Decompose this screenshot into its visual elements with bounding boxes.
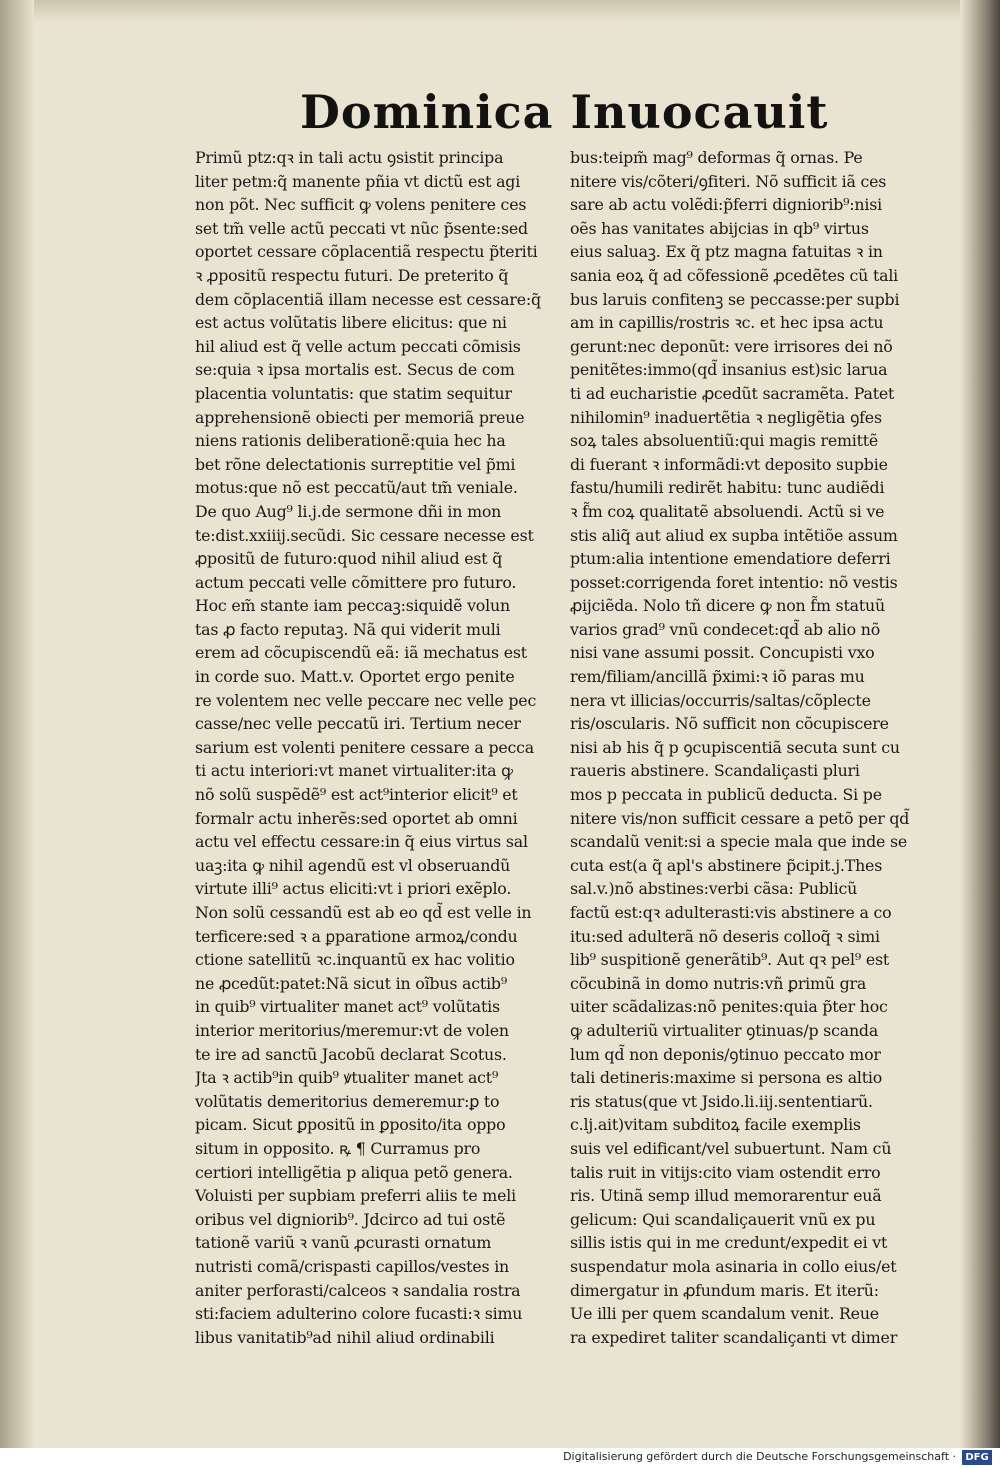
text-line: sal.v.)nõ abstines:verbi cãsa: Publicũ bbox=[570, 879, 858, 899]
text-line: volũtatis demeritorius demeremur:ꝑ to bbox=[195, 1091, 500, 1111]
text-line: formalr actu inherẽs:sed oportet ab omni bbox=[195, 808, 518, 828]
text-line: ti actu interiori:vt manet virtualiter:ita ꝙ bbox=[195, 761, 513, 781]
text-line: c.lj.ait)vitam subditoꝝ facile exemplis bbox=[570, 1115, 861, 1135]
text-line: picam. Sicut ꝑpositũ in ꝑposito/ita oppo bbox=[195, 1115, 506, 1135]
text-line: sti:faciem adulterino colore fucasti:ꝛ simu bbox=[195, 1304, 523, 1324]
text-line: bus:teipm̃ mag⁹ deformas q̃ ornas. Pe bbox=[570, 148, 863, 167]
text-line: hil aliud est q̃ velle actum peccati cõmisis bbox=[195, 336, 521, 356]
text-line: virtute illi⁹ actus eliciti:vt i priori exẽplo. bbox=[195, 879, 512, 899]
funding-credit: Digitalisierung gefördert durch die Deutsche Forschungsgemeinschaft · bbox=[563, 1450, 956, 1463]
text-line: stis aliq̃ aut aliud ex supba intẽtiõe assum bbox=[570, 525, 898, 545]
text-line: ti ad eucharistie ꝓcedũt sacramẽta. Patet bbox=[570, 383, 895, 403]
text-line: ra expediret taliter scandaliçanti vt dimer bbox=[570, 1327, 898, 1347]
text-line: gerunt:nec deponũt: vere irrisores dei nõ bbox=[570, 336, 893, 356]
text-line: fastu/humili redirẽt habitu: tunc audiẽdi bbox=[570, 478, 885, 498]
left-text-column bbox=[195, 146, 560, 1347]
text-line: situm in opposito. ꝶ ¶ Curramus pro bbox=[195, 1138, 481, 1158]
text-line: di fuerant ꝛ informãdi:vt deposito supbie bbox=[570, 454, 888, 474]
text-line: dem cõplacentiã illam necesse est cessare:q̃ bbox=[195, 289, 541, 309]
text-line: casse/nec velle peccatũ iri. Tertium necer bbox=[195, 714, 521, 734]
text-line: ꝓijciẽda. Nolo tñ dicere ꝙ non f̃m statuũ bbox=[570, 596, 885, 616]
text-line: itu:sed adulterã nõ deseris colloq̃ ꝛ simi bbox=[570, 926, 880, 946]
text-line: ꝛ ꝓpositũ respectu futuri. De preterito q̃ bbox=[195, 265, 509, 285]
text-line: Jta ꝛ actib⁹in quib⁹ ꝟtualiter manet act⁹ bbox=[195, 1068, 499, 1088]
text-line: suis vel edificant/vel subuertunt. Nam cũ bbox=[570, 1138, 892, 1158]
text-line: set tm̃ velle actũ peccati vt nũc p̃sente:sed bbox=[195, 218, 528, 238]
text-line: tali detineris:maxime si persona es altio bbox=[570, 1068, 883, 1088]
text-line: nera vt illicias/occurris/saltas/cõplecte bbox=[570, 690, 871, 710]
text-line: ꝙ adulteriũ virtualiter ꝯtinuas/p scanda bbox=[570, 1020, 879, 1040]
dfg-logo: DFG bbox=[962, 1450, 992, 1465]
text-line: cõcubinã in domo nutris:vñ ꝑrimũ gra bbox=[570, 973, 867, 993]
text-line: oribus vel digniorib⁹. Jdcirco ad tui ostẽ bbox=[195, 1209, 506, 1229]
text-line: ꝛ f̃m coꝝ qualitatẽ absoluendi. Actũ si ve bbox=[570, 501, 885, 521]
text-line: uaꝫ:ita ꝙ nihil agendũ est vl obseruandũ bbox=[195, 855, 511, 875]
text-line: am in capillis/rostris ꝛc. et hec ipsa actu bbox=[570, 313, 884, 333]
text-line: penitẽtes:immo(qd̃ insanius est)sic larua bbox=[570, 360, 888, 380]
text-line: certiori intelligẽtia p aliqua petõ genera. bbox=[195, 1162, 513, 1182]
text-line: De quo Aug⁹ li.j.de sermone dñi in mon bbox=[195, 501, 502, 521]
text-line: nisi vane assumi possit. Concupisti vxo bbox=[570, 643, 875, 663]
text-line: raueris abstinere. Scandaliçasti pluri bbox=[570, 761, 860, 781]
text-line: sare ab actu volẽdi:p̃ferri digniorib⁹:nisi bbox=[570, 195, 882, 215]
text-line: varios grad⁹ vnũ condecet:qd̃ ab alio nõ bbox=[570, 619, 881, 639]
text-line: te:dist.xxiiij.secũdi. Sic cessare necesse est bbox=[195, 525, 534, 545]
text-line: nitere vis/cõteri/ꝯfiteri. Nõ sufficit iã ces bbox=[570, 171, 887, 191]
text-line: Primũ ptz:qꝛ in tali actu ꝯsistit principa bbox=[195, 148, 504, 167]
page-gutter-shadow bbox=[960, 0, 1000, 1448]
text-line: ris/oscularis. Nõ sufficit non cõcupiscere bbox=[570, 714, 889, 734]
text-line: dimergatur in ꝓfundum maris. Et iterũ: bbox=[570, 1280, 879, 1300]
page-top-shadow bbox=[0, 0, 1000, 22]
text-line: in corde suo. Matt.v. Oportet ergo penite bbox=[195, 667, 515, 687]
text-line: ctione satellitũ ꝛc.inquantũ ex hac volitio bbox=[195, 950, 515, 970]
text-line: re volentem nec velle peccare nec velle pec bbox=[195, 690, 537, 710]
text-line: lib⁹ suspitionẽ generãtib⁹. Aut qꝛ pel⁹ est bbox=[570, 950, 890, 970]
text-line: tationẽ variũ ꝛ vanũ ꝓcurasti ornatum bbox=[195, 1233, 492, 1253]
text-line: uiter scãdalizas:nõ penites:quia p̃ter hoc bbox=[570, 997, 888, 1017]
text-line: nisi ab his q̃ p ꝯcupiscentiã secuta sunt cu bbox=[570, 737, 900, 757]
text-line: ris status(que vt Jsido.li.iij.sententiarũ. bbox=[570, 1091, 873, 1111]
text-line: sarium est volenti penitere cessare a pecca bbox=[195, 737, 535, 757]
text-line: oportet cessare cõplacentiã respectu p̃teriti bbox=[195, 242, 538, 262]
text-line: rem/filiam/ancillã p̃ximi:ꝛ iõ paras mu bbox=[570, 667, 865, 687]
text-line: Non solũ cessandũ est ab eo qd̃ est velle in bbox=[195, 903, 532, 922]
text-line: ptum:alia intentione emendatiore deferri bbox=[570, 549, 891, 569]
text-line: apprehensionẽ obiecti per memoriã preue bbox=[195, 407, 525, 427]
text-line: mos p peccata in publicũ deducta. Si pe bbox=[570, 785, 882, 805]
text-line: ne ꝓcedũt:patet:Nã sicut in oĩbus actib⁹ bbox=[195, 973, 507, 993]
text-line: erem ad cõcupiscendũ eã: iã mechatus est bbox=[195, 643, 527, 663]
text-line: soꝝ tales absoluentiũ:qui magis remittẽ bbox=[570, 431, 879, 451]
text-line: oẽs has vanitates abijcias in qb⁹ virtus bbox=[570, 218, 869, 238]
text-line: actum peccati velle cõmittere pro futuro. bbox=[195, 572, 517, 592]
text-line: actu vel effectu cessare:in q̃ eius virtus sal bbox=[195, 832, 528, 852]
text-line: nitere vis/non sufficit cessare a petõ per qd̃ bbox=[570, 808, 910, 828]
text-line: niens rationis deliberationẽ:quia hec ha bbox=[195, 431, 506, 451]
text-line: nõ solũ suspẽdẽ⁹ est act⁹interior elicit⁹ et bbox=[195, 785, 518, 805]
text-line: suspendatur mola asinaria in collo eius/et bbox=[570, 1256, 897, 1276]
text-line: in quib⁹ virtualiter manet act⁹ volũtatis bbox=[195, 997, 500, 1017]
text-line: ris. Utinã semp illud memorarentur euã bbox=[570, 1186, 882, 1206]
text-line: cuta est(a q̃ apl's abstinere p̃cipit.j.Thes bbox=[570, 855, 883, 875]
text-line: Ue illi per quem scandalum venit. Reue bbox=[570, 1304, 879, 1324]
text-line: terficere:sed ꝛ a ꝑparatione armoꝝ/condu bbox=[195, 926, 518, 946]
right-text-column bbox=[570, 146, 935, 1347]
text-line: eius saluaꝫ. Ex q̃ ptz magna fatuitas ꝛ in bbox=[570, 242, 883, 262]
text-line: est actus volũtatis libere elicitus: que ni bbox=[195, 313, 507, 333]
text-line: lum qd̃ non deponis/ꝯtinuo peccato mor bbox=[570, 1044, 881, 1064]
text-line: scandalũ venit:si a specie mala que inde se bbox=[570, 832, 908, 852]
text-line: gelicum: Qui scandaliçauerit vnũ ex pu bbox=[570, 1209, 876, 1229]
text-line: aniter perforasti/calceos ꝛ sandalia rostra bbox=[195, 1280, 521, 1300]
text-line: nutristi comã/crispasti capillos/vestes in bbox=[195, 1256, 510, 1276]
text-line: liter petm:q̃ manente pñia vt dictũ est agi bbox=[195, 171, 521, 191]
text-line: factũ est:qꝛ adulterasti:vis abstinere a co bbox=[570, 903, 892, 922]
text-line: Hoc em̃ stante iam peccaꝫ:siquidẽ volun bbox=[195, 596, 510, 616]
text-line: Voluisti per supbiam preferri aliis te meli bbox=[195, 1186, 516, 1206]
text-line: posset:corrigenda foret intentio: nõ vestis bbox=[570, 572, 898, 592]
text-line: motus:que nõ est peccatũ/aut tm̃ veniale. bbox=[195, 478, 518, 498]
text-line: talis ruit in vitijs:cito viam ostendit erro bbox=[570, 1162, 881, 1182]
text-line: interior meritorius/meremur:vt de volen bbox=[195, 1020, 509, 1040]
text-line: sania eoꝝ q̃ ad cõfessionẽ ꝓcedẽtes cũ tali bbox=[570, 265, 899, 285]
text-line: sillis istis qui in me credunt/expedit ei vt bbox=[570, 1233, 888, 1253]
text-line: non põt. Nec sufficit ꝙ volens penitere ces bbox=[195, 195, 527, 215]
text-line: libus vanitatib⁹ad nihil aliud ordinabili bbox=[195, 1327, 495, 1347]
running-title: Dominica Inuocauit bbox=[300, 85, 829, 139]
page-left-edge bbox=[0, 0, 34, 1448]
text-line: se:quia ꝛ ipsa mortalis est. Secus de com bbox=[195, 360, 515, 380]
text-line: placentia voluntatis: que statim sequitur bbox=[195, 383, 512, 403]
footer-bar bbox=[0, 1448, 1000, 1468]
text-line: tas ꝓ facto reputaꝫ. Nã qui viderit muli bbox=[195, 619, 501, 639]
text-line: nihilomin⁹ inaduertẽtia ꝛ negligẽtia ꝯfes bbox=[570, 407, 882, 427]
text-line: bus laruis confitenꝫ se peccasse:per supbi bbox=[570, 289, 900, 309]
text-line: te ire ad sanctũ Jacobũ declarat Scotus. bbox=[195, 1044, 507, 1064]
text-line: ꝓpositũ de futuro:quod nihil aliud est q̃ bbox=[195, 549, 503, 569]
text-line: bet rõne delectationis surreptitie vel p̃mi bbox=[195, 454, 516, 474]
